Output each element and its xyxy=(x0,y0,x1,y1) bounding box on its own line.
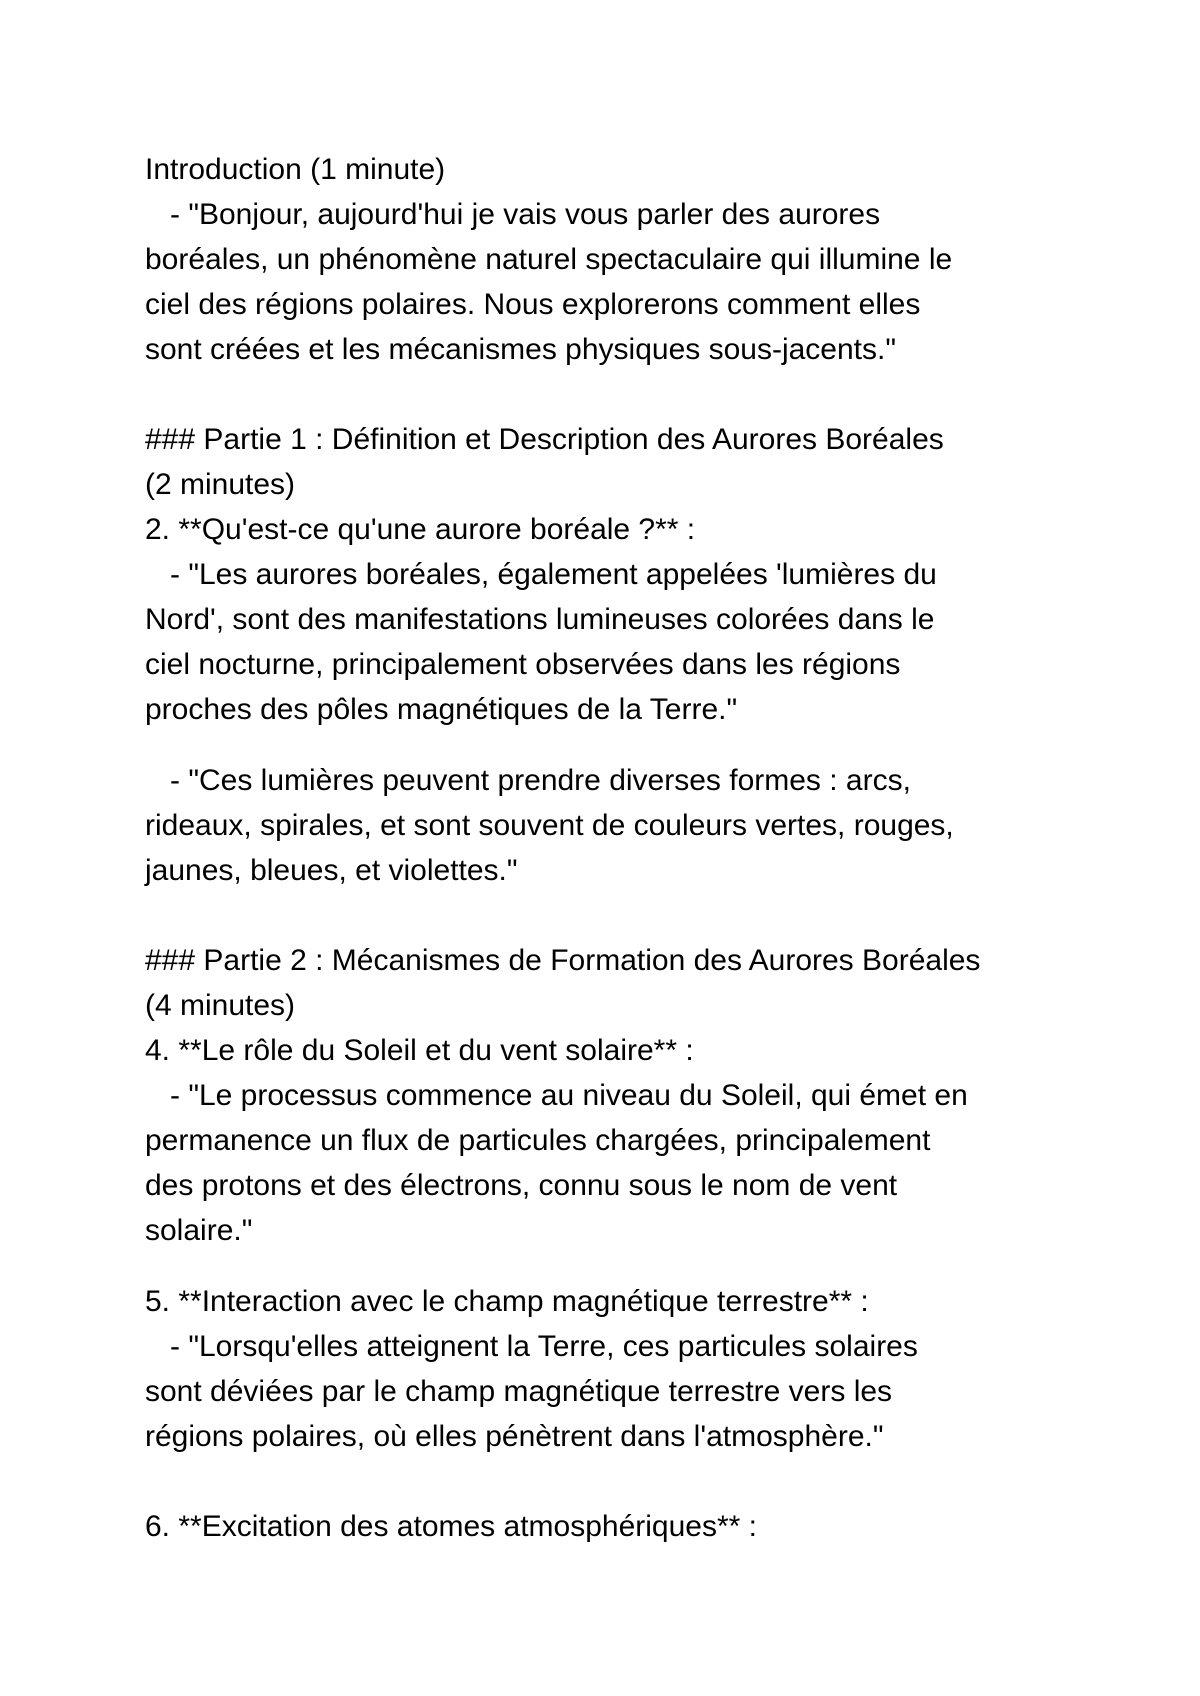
blank-line xyxy=(145,1459,1075,1504)
item-6-heading: 6. **Excitation des atomes atmosphériques** : xyxy=(145,1510,757,1543)
intro-paragraph-line: - "Bonjour, aujourd'hui je vais vous parler des aurores xyxy=(145,198,881,231)
item-2-heading: 2. **Qu'est-ce qu'une aurore boréale ?** : xyxy=(145,513,696,546)
item-4-paragraph-line: solaire." xyxy=(145,1214,253,1247)
item-2-paragraph-line: Nord', sont des manifestations lumineuses colorées dans le xyxy=(145,603,935,636)
item-2-paragraph-line: jaunes, bleues, et violettes." xyxy=(145,854,518,887)
item-5-paragraph-line: - "Lorsqu'elles atteignent la Terre, ces particules solaires xyxy=(145,1330,918,1363)
item-2-paragraph-line: proches des pôles magnétiques de la Terre." xyxy=(145,693,738,726)
item-5-paragraph-line: régions polaires, où elles pénètrent dans l'atmosphère." xyxy=(145,1420,884,1453)
item-4-paragraph-line: permanence un flux de particules chargées, principalement xyxy=(145,1124,931,1157)
paragraph-spacing xyxy=(145,732,1075,758)
item-4-heading: 4. **Le rôle du Soleil et du vent solaire** : xyxy=(145,1034,694,1067)
item-4-paragraph-line: - "Le processus commence au niveau du Soleil, qui émet en xyxy=(145,1079,968,1112)
part-1-heading: ### Partie 1 : Définition et Description des Aurores Boréales xyxy=(145,423,944,456)
item-2-paragraph-line: ciel nocturne, principalement observées dans les régions xyxy=(145,648,901,681)
intro-paragraph-line: ciel des régions polaires. Nous explorerons comment elles xyxy=(145,288,921,321)
blank-line xyxy=(145,372,1075,417)
item-2-paragraph-line: - "Les aurores boréales, également appelées 'lumières du xyxy=(145,558,937,591)
item-2-paragraph-line: - "Ces lumières peuvent prendre diverses formes : arcs, xyxy=(145,764,911,797)
item-5-heading: 5. **Interaction avec le champ magnétique terrestre** : xyxy=(145,1285,869,1318)
paragraph-spacing xyxy=(145,1253,1075,1279)
item-4-paragraph-line: des protons et des électrons, connu sous le nom de vent xyxy=(145,1169,898,1202)
part-2-heading: ### Partie 2 : Mécanismes de Formation des Aurores Boréales xyxy=(145,944,981,977)
intro-paragraph-line: boréales, un phénomène naturel spectaculaire qui illumine le xyxy=(145,243,953,276)
blank-line xyxy=(145,893,1075,938)
document-body xyxy=(145,147,1075,1549)
part-2-heading-duration: (4 minutes) xyxy=(145,989,296,1022)
item-2-paragraph-line: rideaux, spirales, et sont souvent de couleurs vertes, rouges, xyxy=(145,809,954,842)
part-1-heading-duration: (2 minutes) xyxy=(145,468,296,501)
intro-paragraph-line: sont créées et les mécanismes physiques sous-jacents." xyxy=(145,333,896,366)
introduction-heading: Introduction (1 minute) xyxy=(145,153,446,186)
item-5-paragraph-line: sont déviées par le champ magnétique terrestre vers les xyxy=(145,1375,893,1408)
